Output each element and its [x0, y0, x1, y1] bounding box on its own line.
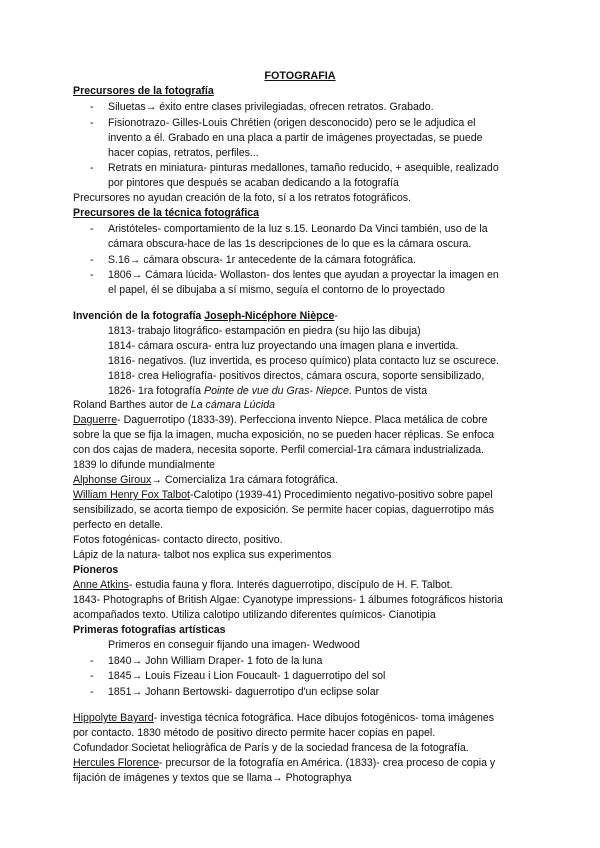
pioneros-line3: acompañados texto. Utiliza calotipo utilizando diferentes químicos- Cianotipia — [73, 609, 436, 621]
bayard-line2: por contacto. 1830 método de positivo directo permite hacer copias en papel. — [73, 727, 436, 739]
daguerre-text: - Daguerrotipo (1833-39). Perfecciona invento Niepce. Placa metálica de cobre — [117, 414, 488, 426]
florence-line2: fijación de imágenes y textos que se llama→ Photographya — [73, 772, 352, 784]
section-heading-tecnica: Precursores de la técnica fotográfica — [73, 207, 260, 219]
bayard-text: - investiga técnica fotográfica. Hace dibujos fotogénicos- toma imágenes — [153, 712, 495, 724]
section-heading-artisticas: Primeras fotografías artísticas — [73, 624, 226, 636]
giroux-text: → Comercializa 1ra cámara fotográfica. — [151, 474, 338, 486]
talbot-line3: perfecto en detalle. — [73, 519, 164, 531]
talbot-text: -Calotipo (1939-41) Procedimiento negativo-positivo sobre papel — [189, 489, 493, 501]
florence-text: - precursor de la fotografía en América. (1833)- crea proceso de copia y — [158, 757, 496, 769]
bullet-dash: - — [90, 101, 94, 113]
bullet-dash: - — [90, 655, 94, 667]
niepce-1814: 1814- cámara oscura- entra luz proyectando una imagen plana e invertida. — [108, 340, 459, 352]
bullet-fisionotrazo-line3: hacer copias, retratos, perfiles... — [108, 147, 259, 159]
bayard-name: Hippolyte Bayard — [73, 712, 154, 724]
niepce-1813: 1813- trabajo litográfico- estampación en piedra (su hijo las dibuja) — [108, 325, 421, 337]
daguerre-line1 — [73, 413, 540, 428]
bullet-retrats-line1: Retrats en miniatura- pinturas medallones, tamaño reducido, + asequible, realizado — [108, 162, 499, 174]
talbot-name: William Henry Fox Talbot — [73, 489, 190, 501]
artisticas-intro: Primeros en conseguir fijando una imagen- Wedwood — [108, 639, 360, 651]
section-heading-precursores: Precursores de la fotografía — [73, 85, 214, 97]
pioneros-line2: 1843- Photographs of British Algae: Cyanotype impressions- 1 álbumes fotográficos historia — [73, 594, 503, 606]
bullet-1845: 1845→ Louis Fizeau i Lion Foucault- 1 daguerrotipo del sol — [108, 670, 386, 682]
bullet-dash: - — [90, 670, 94, 682]
giroux-name: Alphonse Giroux — [73, 474, 152, 486]
niepce-name: Joseph-Nicéphore Nièpce — [204, 310, 335, 322]
bullet-fisionotrazo-line1: Fisionotrazo- Gilles-Louis Chrétien (origen desconocido) pero se le adjudica el — [108, 117, 476, 129]
section-heading-pioneros: Pioneros — [73, 564, 119, 576]
bullet-aristoteles-line1: Aristóteles- comportamiento de la luz s.15. Leonardo Da Vinci también, uso de la — [108, 223, 488, 235]
niepce-1816: 1816- negativos. (luz invertida, es proceso químico) plata contacto luz se oscurece. — [108, 355, 499, 367]
niepce-1818: 1818- crea Heliografía- positivos directos, cámara oscura, soporte sensibilizado, — [108, 370, 485, 382]
giroux-line — [73, 473, 540, 488]
bullet-1840: 1840→ John William Draper- 1 foto de la luna — [108, 655, 323, 667]
florence-line1 — [73, 756, 540, 771]
bullet-dash: - — [90, 686, 94, 698]
cofundador-line: Cofundador Societat heliogràfica de París y de la sociedad francesa de la fotografía. — [73, 742, 469, 754]
barthes-line — [73, 398, 540, 413]
daguerre-line3: con dos cajas de madera, necesita soporte. Perfil comercial-1ra cámara industrializada. — [73, 444, 484, 456]
bullet-1806-line2: el papel, él se dibujaba a sí mismo, seguía el contorno de lo proyectado — [108, 284, 445, 296]
bullet-siluetas: Siluetas→ éxito entre clases privilegiadas, ofrecen retratos. Grabado. — [108, 101, 434, 113]
bullet-dash: - — [90, 223, 94, 235]
florence-name: Hercules Florence — [73, 757, 159, 769]
lapiz-natura: Lápiz de la natura- talbot nos explica sus experimentos — [73, 549, 332, 561]
bullet-retrats-line2: por pintores que después se acaban dedicando a la fotografía — [108, 177, 399, 189]
talbot-line2: sensibilizado, se acorta tiempo de exposición. Se permite hacer copias, daguerrotipo más — [73, 504, 495, 516]
barthes-book: La cámara Lúcida — [190, 399, 276, 411]
bullet-aristoteles-line2: cámara obscura-hace de las 1s descripciones de lo que es la cámara oscura. — [108, 238, 472, 250]
fotos-fotogenicas: Fotos fotogénicas- contacto directo, positivo. — [73, 534, 283, 546]
atkins-text: - estudia fauna y flora. Interés daguerrotipo, discípulo de H. F. Talbot. — [128, 579, 453, 591]
invencion-heading-text: Invención de la fotografía — [73, 310, 205, 322]
daguerre-line2: sobre la que se fija la imagen, mucha exposición, no se pueden hacer réplicas. Se enfoca — [73, 429, 495, 441]
daguerre-name: Daguerre — [73, 414, 118, 426]
bullet-dash: - — [90, 162, 94, 174]
section-heading-invencion — [73, 309, 540, 324]
bullet-1851: 1851→ Johann Bertowski- daguerrotipo d'un eclipse solar — [108, 686, 380, 698]
daguerre-line4: 1839 lo difunde mundialmente — [73, 459, 215, 471]
niepce-1826 — [108, 384, 540, 399]
bullet-dash: - — [90, 117, 94, 129]
bullet-1806-line1: 1806→ Cámara lúcida- Wollaston- dos lentes que ayudan a proyectar la imagen en — [108, 269, 499, 281]
document-title: FOTOGRAFIA — [264, 70, 336, 82]
barthes-pre: Roland Barthes autor de — [73, 399, 191, 411]
bullet-fisionotrazo-line2: invento a él. Grabado en una placa a partir de imágenes proyectadas, se puede — [108, 132, 483, 144]
bullet-s16: S.16→ cámara obscura- 1r antecedente de la cámara fotográfica. — [108, 254, 416, 266]
heading-dash: - — [334, 310, 338, 322]
precursores-note: Precursores no ayudan creación de la foto, sí a los retratos fotográficos. — [73, 192, 412, 204]
atkins-name: Anne Atkins — [73, 579, 129, 591]
bullet-dash: - — [90, 254, 94, 266]
niepce-1826-post: . Puntos de vista — [348, 385, 428, 397]
niepce-1826-title: Pointe de vue du Gras- Niepce — [204, 385, 349, 397]
bullet-dash: - — [90, 269, 94, 281]
atkins-line — [73, 578, 540, 593]
bayard-line1 — [73, 711, 540, 726]
talbot-line1 — [73, 488, 540, 503]
niepce-1826-pre: 1826- 1ra fotografía — [108, 385, 204, 397]
